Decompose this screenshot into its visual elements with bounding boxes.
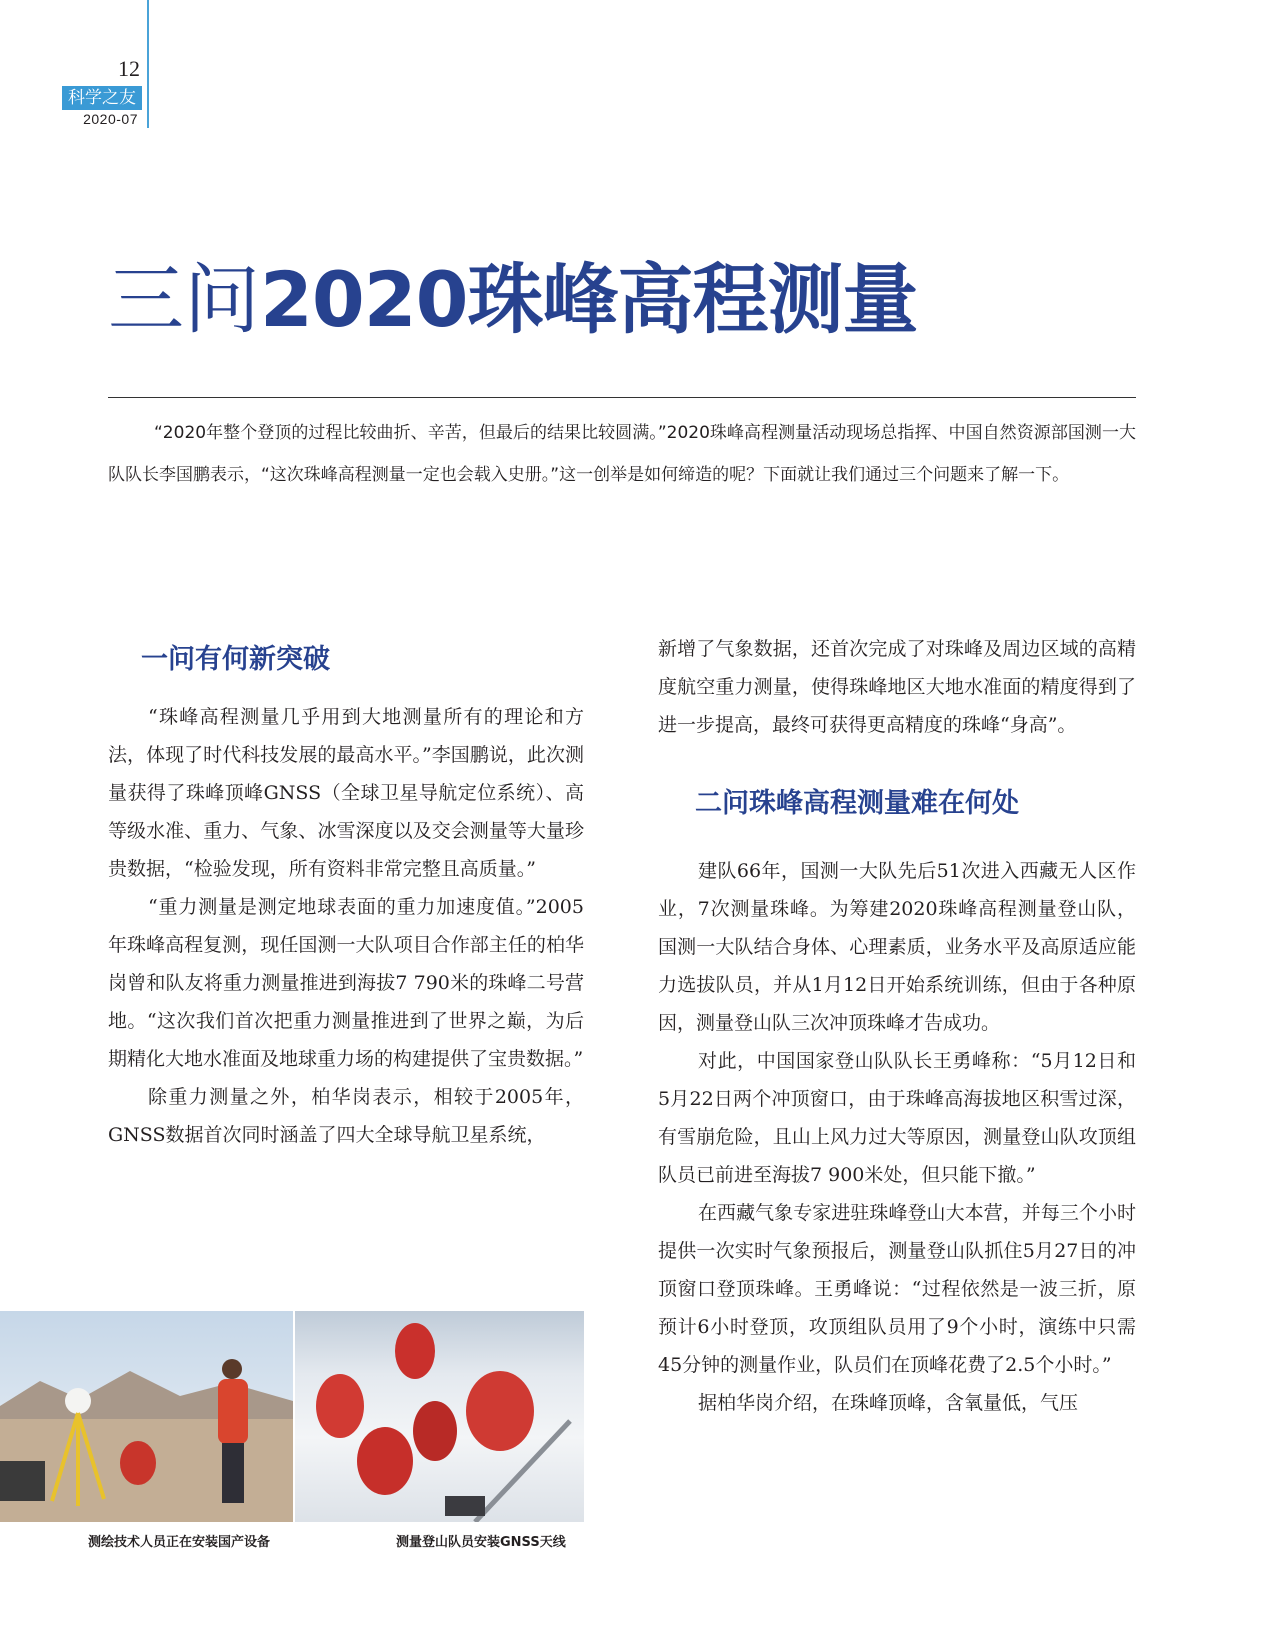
issue-date: 2020-07 — [83, 111, 138, 127]
title-divider — [108, 397, 1136, 398]
photo-surveyor-installing-equipment — [0, 1311, 293, 1522]
paragraph: 在西藏气象专家进驻珠峰登山大本营，并每三个小时提供一次实时气象预报后，测量登山队抓住5月27日的冲顶窗口登顶珠峰。王勇峰说：“过程依然是一波三折，原预计6小时登顶，攻顶组队员用了9个小时，演练中只需45分钟的测量作业，队员们在顶峰花费了2.5个小时。” — [658, 1202, 1136, 1376]
right-column — [658, 630, 1136, 1422]
paragraph: 对此，中国国家登山队队长王勇峰称：“5月12日和5月22日两个冲顶窗口，由于珠峰高海拔地区积雪过深，有雪崩危险，且山上风力过大等原因，测量登山队攻顶组队员已前进至海拔7 900米处，但只能下撤。” — [658, 1050, 1136, 1186]
standing-surveyor-legs — [222, 1443, 244, 1503]
magazine-name: 科学之友 — [62, 86, 142, 110]
photo-2-illustration — [295, 1311, 584, 1522]
paragraph: “重力测量是测定地球表面的重力加速度值。”2005年珠峰高程复测，现任国测一大队项目合作部主任的柏华岗曾和队友将重力测量推进到海拔7 790米的珠峰二号营地。“这次我们首次把重力测量推进到了世界之巅，为后期精化大地水准面及地球重力场的构建提供了宝贵数据。” — [108, 896, 584, 1070]
page-header — [0, 0, 150, 140]
gnss-antenna — [65, 1388, 91, 1414]
standing-surveyor-head — [222, 1359, 242, 1379]
climber — [395, 1323, 435, 1379]
equipment-bag — [445, 1496, 485, 1516]
climber — [413, 1401, 457, 1461]
photo-climbers-installing-antenna — [295, 1311, 584, 1522]
standing-surveyor-jacket — [218, 1379, 248, 1444]
photo-1-illustration — [0, 1311, 293, 1522]
intro-paragraph: “2020年整个登顶的过程比较曲折、辛苦，但最后的结果比较圆满。”2020珠峰高程测量活动现场总指挥、中国自然资源部国测一大队队长李国鹏表示，“这次珠峰高程测量一定也会载入史册。”这一创举是如何缔造的呢？下面就让我们通过三个问题来了解一下。 — [108, 423, 1136, 485]
paragraph-continuation: 新增了气象数据，还首次完成了对珠峰及周边区域的高精度航空重力测量，使得珠峰地区大地水准面的精度得到了进一步提高，最终可获得更高精度的珠峰“身高”。 — [658, 638, 1136, 736]
left-column — [108, 640, 584, 1154]
climber — [466, 1371, 534, 1451]
paragraph: 据柏华岗介绍，在珠峰顶峰，含氧量低，气压 — [698, 1392, 1079, 1414]
article-title — [108, 254, 918, 367]
crouching-surveyor — [120, 1441, 156, 1485]
paragraph: 建队66年，国测一大队先后51次进入西藏无人区作业，7次测量珠峰。为筹建2020珠峰高程测量登山队，国测一大队结合身体、心理素质，业务水平及高原适应能力选拔队员，并从1月12日开始系统训练，但由于各种原因，测量登山队三次冲顶珠峰才告成功。 — [658, 860, 1136, 1034]
paragraph: “珠峰高程测量几乎用到大地测量所有的理论和方法，体现了时代科技发展的最高水平。”李国鹏说，此次测量获得了珠峰顶峰GNSS（全球卫星导航定位系统）、高等级水准、重力、气象、冰雪深度以及交会测量等大量珍贵数据，“检验发现，所有资料非常完整且高质量。” — [108, 706, 584, 880]
section-heading-2: 二问珠峰高程测量难在何处 — [695, 788, 1019, 819]
title-bold-part: 2020珠峰高程测量 — [260, 255, 918, 344]
page-number: 12 — [118, 56, 140, 81]
climber — [357, 1427, 413, 1495]
photo-caption-1: 测绘技术人员正在安装国产设备 — [88, 1535, 271, 1550]
title-light-part: 三问 — [108, 255, 260, 344]
equipment-case — [0, 1461, 45, 1501]
climber — [316, 1374, 364, 1438]
photo-caption-2: 测量登山队员安装GNSS天线 — [396, 1535, 566, 1550]
paragraph: 除重力测量之外，柏华岗表示，相较于2005年，GNSS数据首次同时涵盖了四大全球导航卫星系统， — [108, 1086, 584, 1146]
header-divider — [147, 0, 149, 128]
mountain-ridge — [0, 1371, 293, 1421]
section-heading-1: 一问有何新突破 — [141, 644, 330, 675]
